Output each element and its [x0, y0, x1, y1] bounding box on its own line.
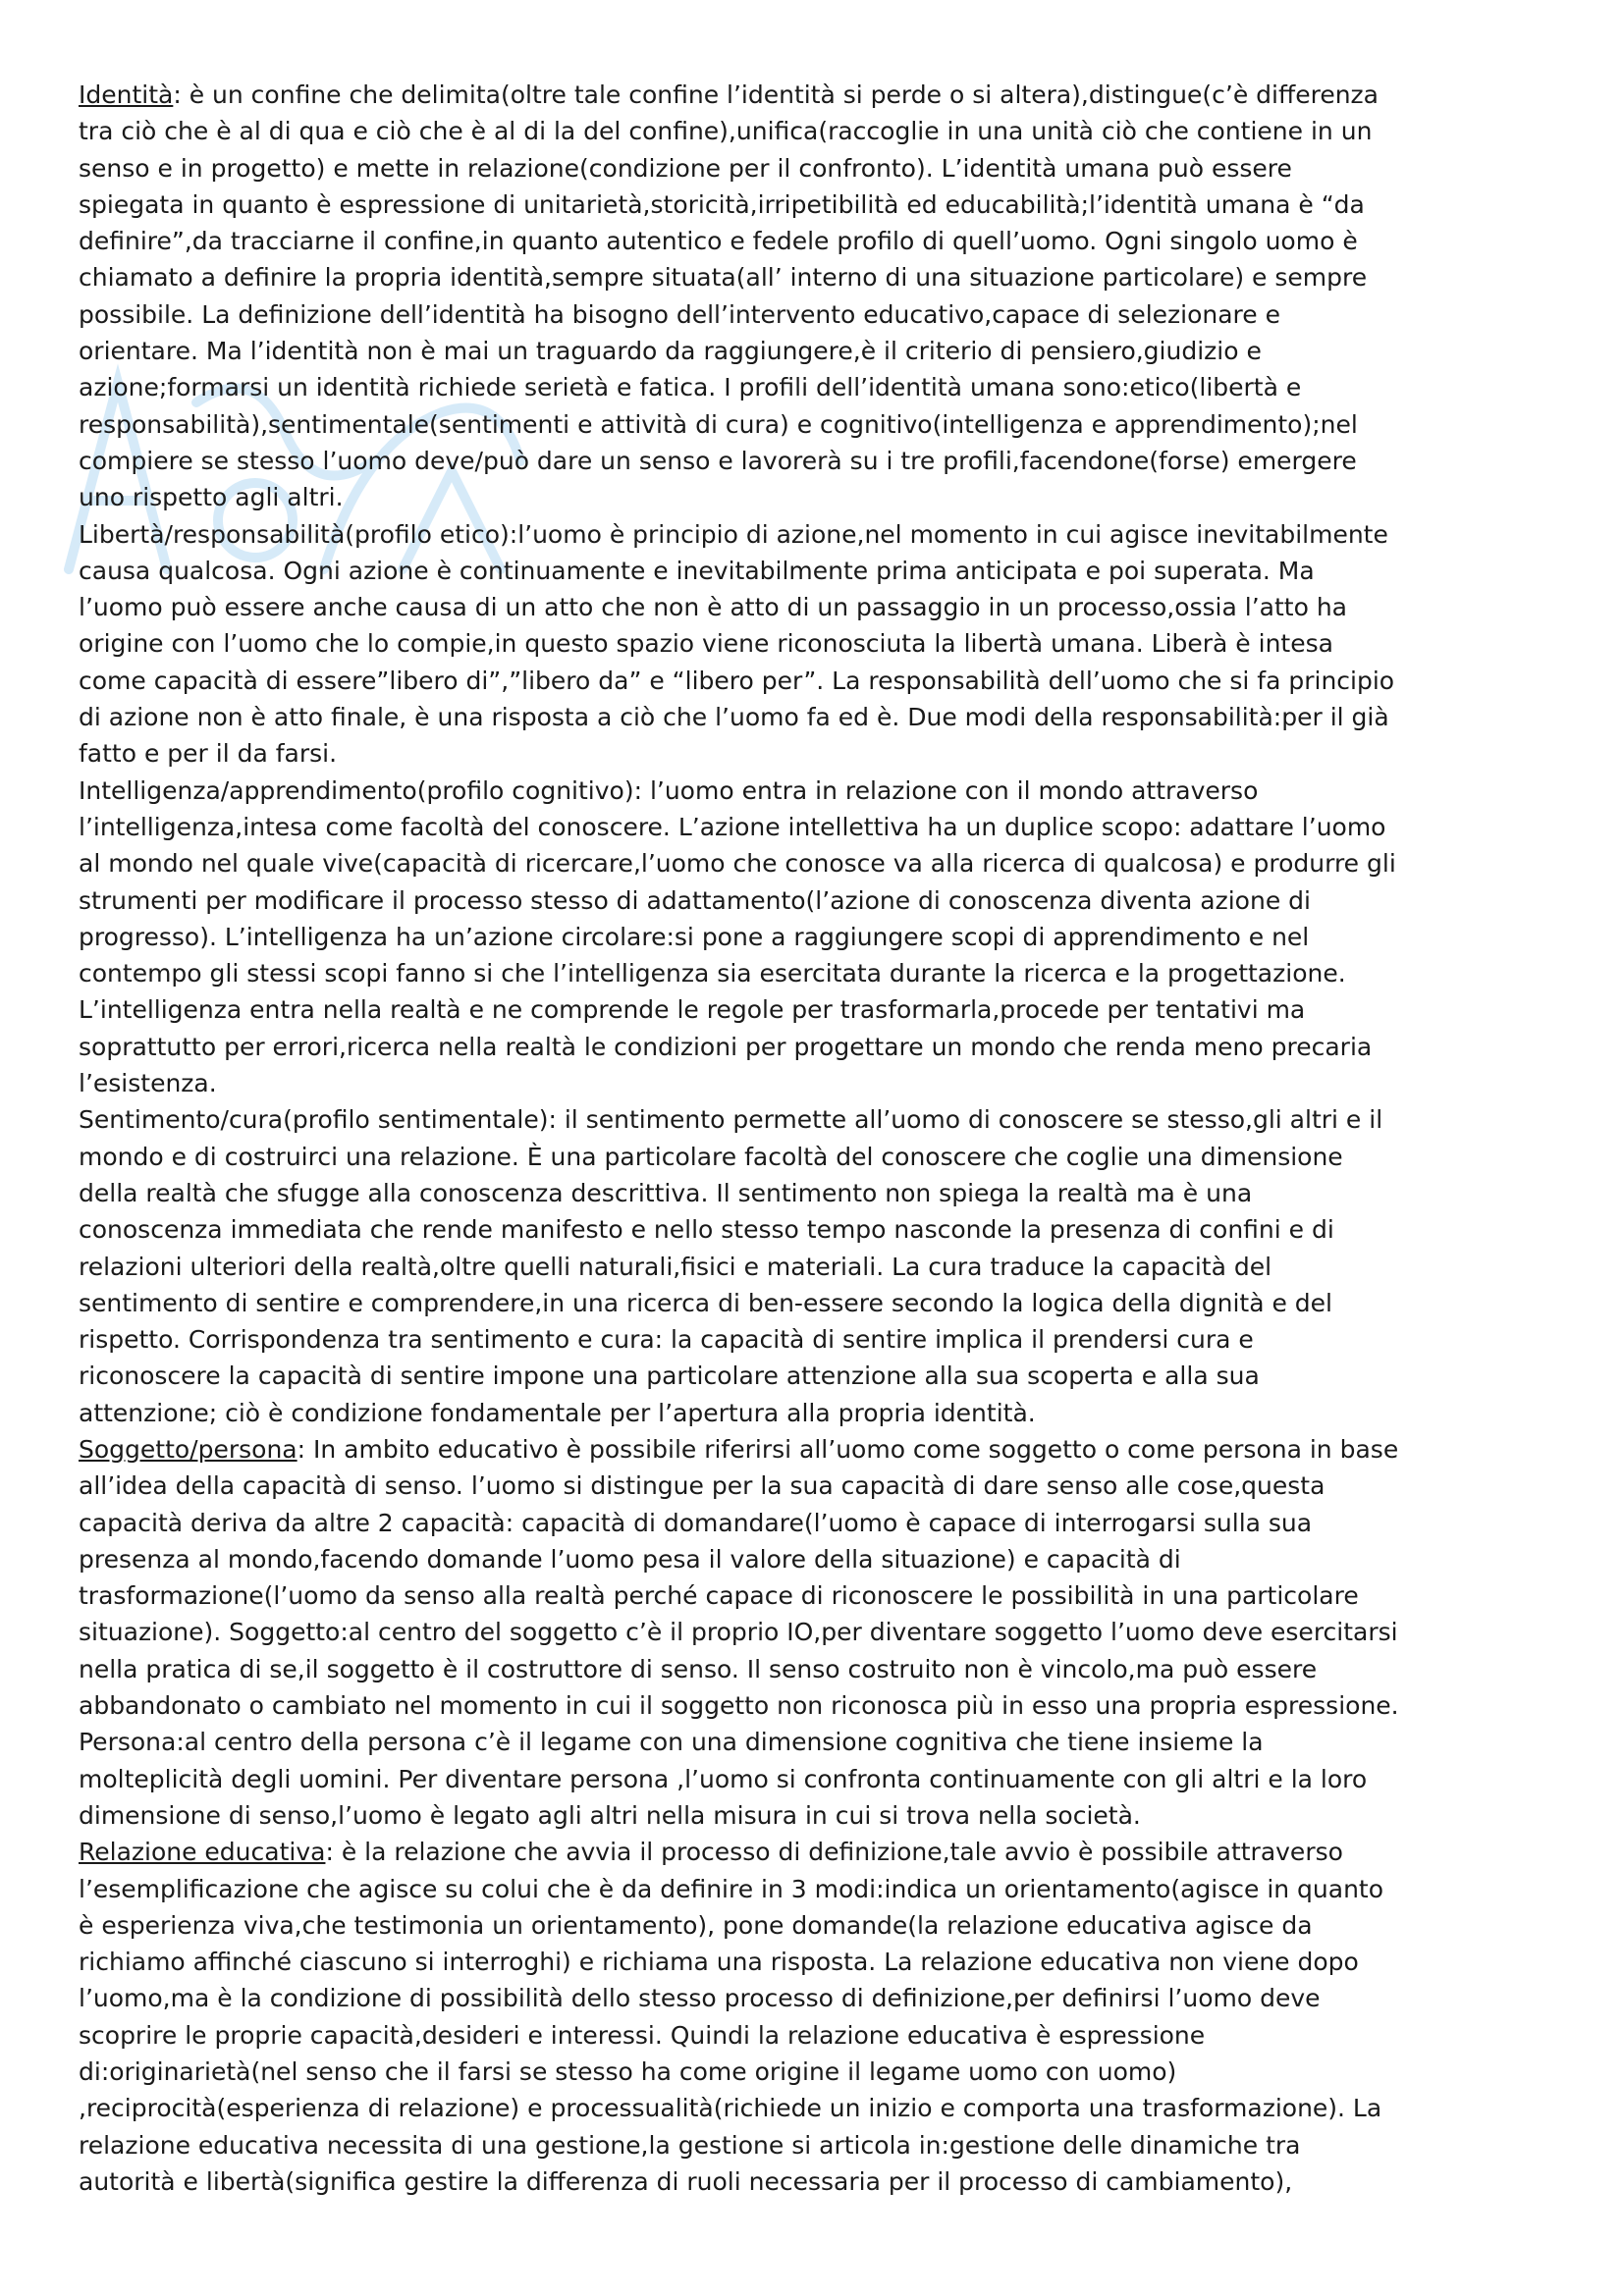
line-text: responsabilità),sentimentale(sentimenti e attività di cura) e cognitivo(intelligenza e apprendimento);nel — [79, 409, 1358, 439]
line-text: nella pratica di se,il soggetto è il costruttore di senso. Il senso costruito non è vincolo,ma può essere — [79, 1654, 1318, 1683]
line-text: attenzione; ciò è condizione fondamentale per l’apertura alla propria identità. — [79, 1398, 1036, 1427]
text-line — [79, 516, 1561, 553]
text-line — [79, 553, 1561, 589]
text-line — [79, 1029, 1561, 1065]
text-line — [79, 369, 1561, 405]
line-text: autorità e libertà(significa gestire la differenza di ruoli necessaria per il processo di cambiamento), — [79, 2166, 1293, 2196]
line-text: l’uomo può essere anche causa di un atto che non è atto di un passaggio in un processo,ossia l’atto ha — [79, 593, 1347, 622]
line-text: definire”,da tracciarne il confine,in quanto autentico e fedele profilo di quell’uomo. Ogni singolo uomo è — [79, 227, 1358, 256]
text-line — [79, 1395, 1561, 1431]
line-text: richiamo affinché ciascuno si interroghi) e richiama una risposta. La relazione educativa non viene dopo — [79, 1948, 1359, 1977]
text-line — [79, 1249, 1561, 1285]
document-body — [79, 77, 1561, 2200]
section-heading: Identità — [79, 80, 174, 109]
line-text: di:originarietà(nel senso che il farsi se stesso ha come origine il legame uomo con uomo) — [79, 2057, 1177, 2087]
text-line — [79, 1175, 1561, 1211]
line-text: relazione educativa necessita di una gestione,la gestione si articola in:gestione delle dinamiche tra — [79, 2130, 1301, 2160]
line-text: abbandonato o cambiato nel momento in cui il soggetto non riconosca più in esso una propria espressione. — [79, 1691, 1399, 1721]
text-line — [79, 735, 1561, 772]
line-text: progresso). L’intelligenza ha un’azione circolare:si pone a raggiungere scopi di apprendimento e nel — [79, 922, 1310, 951]
text-line — [79, 1285, 1561, 1321]
line-text: molteplicità degli uomini. Per diventare persona ,l’uomo si confronta continuamente con gli altri e la loro — [79, 1764, 1368, 1793]
text-line — [79, 1139, 1561, 1175]
text-line — [79, 1834, 1561, 1870]
line-text: capacità deriva da altre 2 capacità: capacità di domandare(l’uomo è capace di interrogarsi sulla sua — [79, 1508, 1313, 1537]
text-line — [79, 333, 1561, 369]
text-line — [79, 1651, 1561, 1687]
section-heading: Relazione educativa — [79, 1838, 326, 1867]
line-text: soprattutto per errori,ricerca nella realtà le condizioni per progettare un mondo che renda meno precaria — [79, 1032, 1373, 1061]
text-line — [79, 2163, 1561, 2200]
text-line — [79, 1797, 1561, 1834]
line-text: azione;formarsi un identità richiede serietà e fatica. I profili dell’identità umana sono:etico(libertà e — [79, 373, 1302, 402]
text-line — [79, 919, 1561, 955]
text-line — [79, 1065, 1561, 1101]
text-line — [79, 1980, 1561, 2016]
line-text: conoscenza immediata che rende manifesto e nello stesso tempo nasconde la presenza di confini e di — [79, 1215, 1334, 1245]
text-line — [79, 2054, 1561, 2090]
line-text: contempo gli stessi scopi fanno si che l’intelligenza sia esercitata durante la ricerca e la progettazione. — [79, 959, 1346, 988]
line-text: : è la relazione che avvia il processo di definizione,tale avvio è possibile attraverso — [325, 1838, 1343, 1867]
text-line — [79, 296, 1561, 333]
line-text: rispetto. Corrispondenza tra sentimento e cura: la capacità di sentire implica il prendersi cura e — [79, 1325, 1254, 1355]
line-text: l’esemplificazione che agisce su colui che è da definire in 3 modi:indica un orientamento(agisce in quanto — [79, 1874, 1384, 1903]
text-line — [79, 150, 1561, 187]
line-text: presenza al mondo,facendo domande l’uomo pesa il valore della situazione) e capacità di — [79, 1544, 1181, 1574]
text-line — [79, 2017, 1561, 2054]
text-line — [79, 1907, 1561, 1944]
text-line — [79, 1358, 1561, 1394]
text-line — [79, 187, 1561, 223]
line-text: della realtà che sfugge alla conoscenza descrittiva. Il sentimento non spiega la realtà ma è una — [79, 1178, 1253, 1207]
line-text: dimensione di senso,l’uomo è legato agli altri nella misura in cui si trova nella società. — [79, 1800, 1141, 1830]
text-line — [79, 1541, 1561, 1577]
line-text: senso e in progetto) e mette in relazione(condizione per il confronto). L’identità umana può essere — [79, 153, 1292, 183]
text-line — [79, 259, 1561, 295]
text-line — [79, 1505, 1561, 1541]
line-text: Libertà/responsabilità(profilo etico):l’uomo è principio di azione,nel momento in cui agisce inevitabilmente — [79, 519, 1388, 549]
text-line — [79, 1101, 1561, 1138]
line-text: sentimento di sentire e comprendere,in una ricerca di ben-essere secondo la logica della dignità e del — [79, 1288, 1332, 1317]
text-line — [79, 1431, 1561, 1468]
line-text: situazione). Soggetto:al centro del soggetto c’è il proprio IO,per diventare soggetto l’uomo deve esercitarsi — [79, 1618, 1398, 1647]
line-text: origine con l’uomo che lo compie,in questo spazio viene riconosciuta la libertà umana. Liberà è intesa — [79, 629, 1333, 659]
line-text: fatto e per il da farsi. — [79, 739, 338, 769]
line-text: compiere se stesso l’uomo deve/può dare un senso e lavorerà su i tre profili,facendone(forse) emergere — [79, 446, 1357, 475]
text-line — [79, 1577, 1561, 1614]
text-line — [79, 1724, 1561, 1760]
text-line — [79, 589, 1561, 625]
line-text: di azione non è atto finale, è una risposta a ciò che l’uomo fa ed è. Due modi della responsabilità:per il già — [79, 703, 1389, 732]
text-line — [79, 1211, 1561, 1248]
line-text: Persona:al centro della persona c’è il legame con una dimensione cognitiva che tiene insieme la — [79, 1728, 1264, 1757]
text-line — [79, 1321, 1561, 1358]
text-line — [79, 77, 1561, 113]
text-line — [79, 699, 1561, 735]
text-line — [79, 1871, 1561, 1907]
text-line — [79, 663, 1561, 699]
line-text: orientare. Ma l’identità non è mai un traguardo da raggiungere,è il criterio di pensiero,giudizio e — [79, 337, 1262, 366]
text-line — [79, 1614, 1561, 1650]
line-text: strumenti per modificare il processo stesso di adattamento(l’azione di conoscenza diventa azione di — [79, 885, 1311, 915]
line-text: Sentimento/cura(profilo sentimentale): il sentimento permette all’uomo di conoscere se stesso,gli altri e il — [79, 1105, 1383, 1135]
line-text: possibile. La definizione dell’identità ha bisogno dell’intervento educativo,capace di selezionare e — [79, 299, 1280, 329]
text-line — [79, 2127, 1561, 2163]
line-text: ,reciprocità(esperienza di relazione) e processualità(richiede un inizio e comporta una trasformazione). La — [79, 2094, 1382, 2123]
line-text: tra ciò che è al di qua e ciò che è al di la del confine),unifica(raccoglie in una unità ciò che contiene in un — [79, 117, 1373, 146]
text-line — [79, 1468, 1561, 1504]
line-text: mondo e di costruirci una relazione. È una particolare facoltà del conoscere che coglie una dimensione — [79, 1142, 1343, 1171]
line-text: come capacità di essere”libero di”,”libero da” e “libero per”. La responsabilità dell’uomo che si fa principio — [79, 666, 1395, 695]
line-text: l’uomo,ma è la condizione di possibilità dello stesso processo di definizione,per definirsi l’uomo deve — [79, 1984, 1321, 2013]
text-line — [79, 955, 1561, 991]
text-line — [79, 809, 1561, 845]
line-text: : è un confine che delimita(oltre tale confine l’identità si perde o si altera),distingue(c’è differenza — [173, 80, 1379, 109]
line-text: Intelligenza/apprendimento(profilo cognitivo): l’uomo entra in relazione con il mondo attraverso — [79, 775, 1259, 805]
text-line — [79, 1944, 1561, 1980]
line-text: L’intelligenza entra nella realtà e ne comprende le regole per trasformarla,procede per tentativi ma — [79, 995, 1306, 1025]
line-text: scoprire le proprie capacità,desideri e interessi. Quindi la relazione educativa è espressione — [79, 2020, 1206, 2050]
text-line — [79, 406, 1561, 443]
text-line — [79, 479, 1561, 515]
line-text: è esperienza viva,che testimonia un orientamento), pone domande(la relazione educativa agisce da — [79, 1910, 1313, 1940]
text-line — [79, 625, 1561, 662]
line-text: causa qualcosa. Ogni azione è continuamente e inevitabilmente prima anticipata e poi superata. Ma — [79, 556, 1315, 585]
text-line — [79, 443, 1561, 479]
text-line — [79, 1687, 1561, 1724]
text-line — [79, 991, 1561, 1028]
text-line — [79, 223, 1561, 259]
line-text: spiegata in quanto è espressione di unitarietà,storicità,irripetibilità ed educabilità;l’identità umana è “da — [79, 189, 1365, 219]
line-text: l’intelligenza,intesa come facoltà del conoscere. L’azione intellettiva ha un duplice scopo: adattare l’uomo — [79, 812, 1386, 841]
line-text: : In ambito educativo è possibile riferirsi all’uomo come soggetto o come persona in base — [297, 1434, 1399, 1464]
line-text: l’esistenza. — [79, 1069, 217, 1098]
line-text: relazioni ulteriori della realtà,oltre quelli naturali,fisici e materiali. La cura traduce la capacità del — [79, 1252, 1272, 1281]
line-text: al mondo nel quale vive(capacità di ricercare,l’uomo che conosce va alla ricerca di qualcosa) e produrre gli — [79, 849, 1396, 879]
line-text: riconoscere la capacità di sentire impone una particolare attenzione alla sua scoperta e alla sua — [79, 1362, 1260, 1391]
text-line — [79, 882, 1561, 919]
line-text: trasformazione(l’uomo da senso alla realtà perché capace di riconoscere le possibilità in una particolare — [79, 1581, 1359, 1611]
line-text: chiamato a definire la propria identità,sempre situata(all’ interno di una situazione particolare) e sempre — [79, 263, 1368, 293]
text-line — [79, 773, 1561, 809]
text-line — [79, 1761, 1561, 1797]
text-line — [79, 113, 1561, 149]
line-text: all’idea della capacità di senso. l’uomo si distingue per la sua capacità di dare senso alle cose,questa — [79, 1471, 1325, 1501]
section-heading: Soggetto/persona — [79, 1434, 298, 1464]
line-text: uno rispetto agli altri. — [79, 483, 344, 512]
text-line — [79, 2090, 1561, 2126]
text-line — [79, 845, 1561, 881]
